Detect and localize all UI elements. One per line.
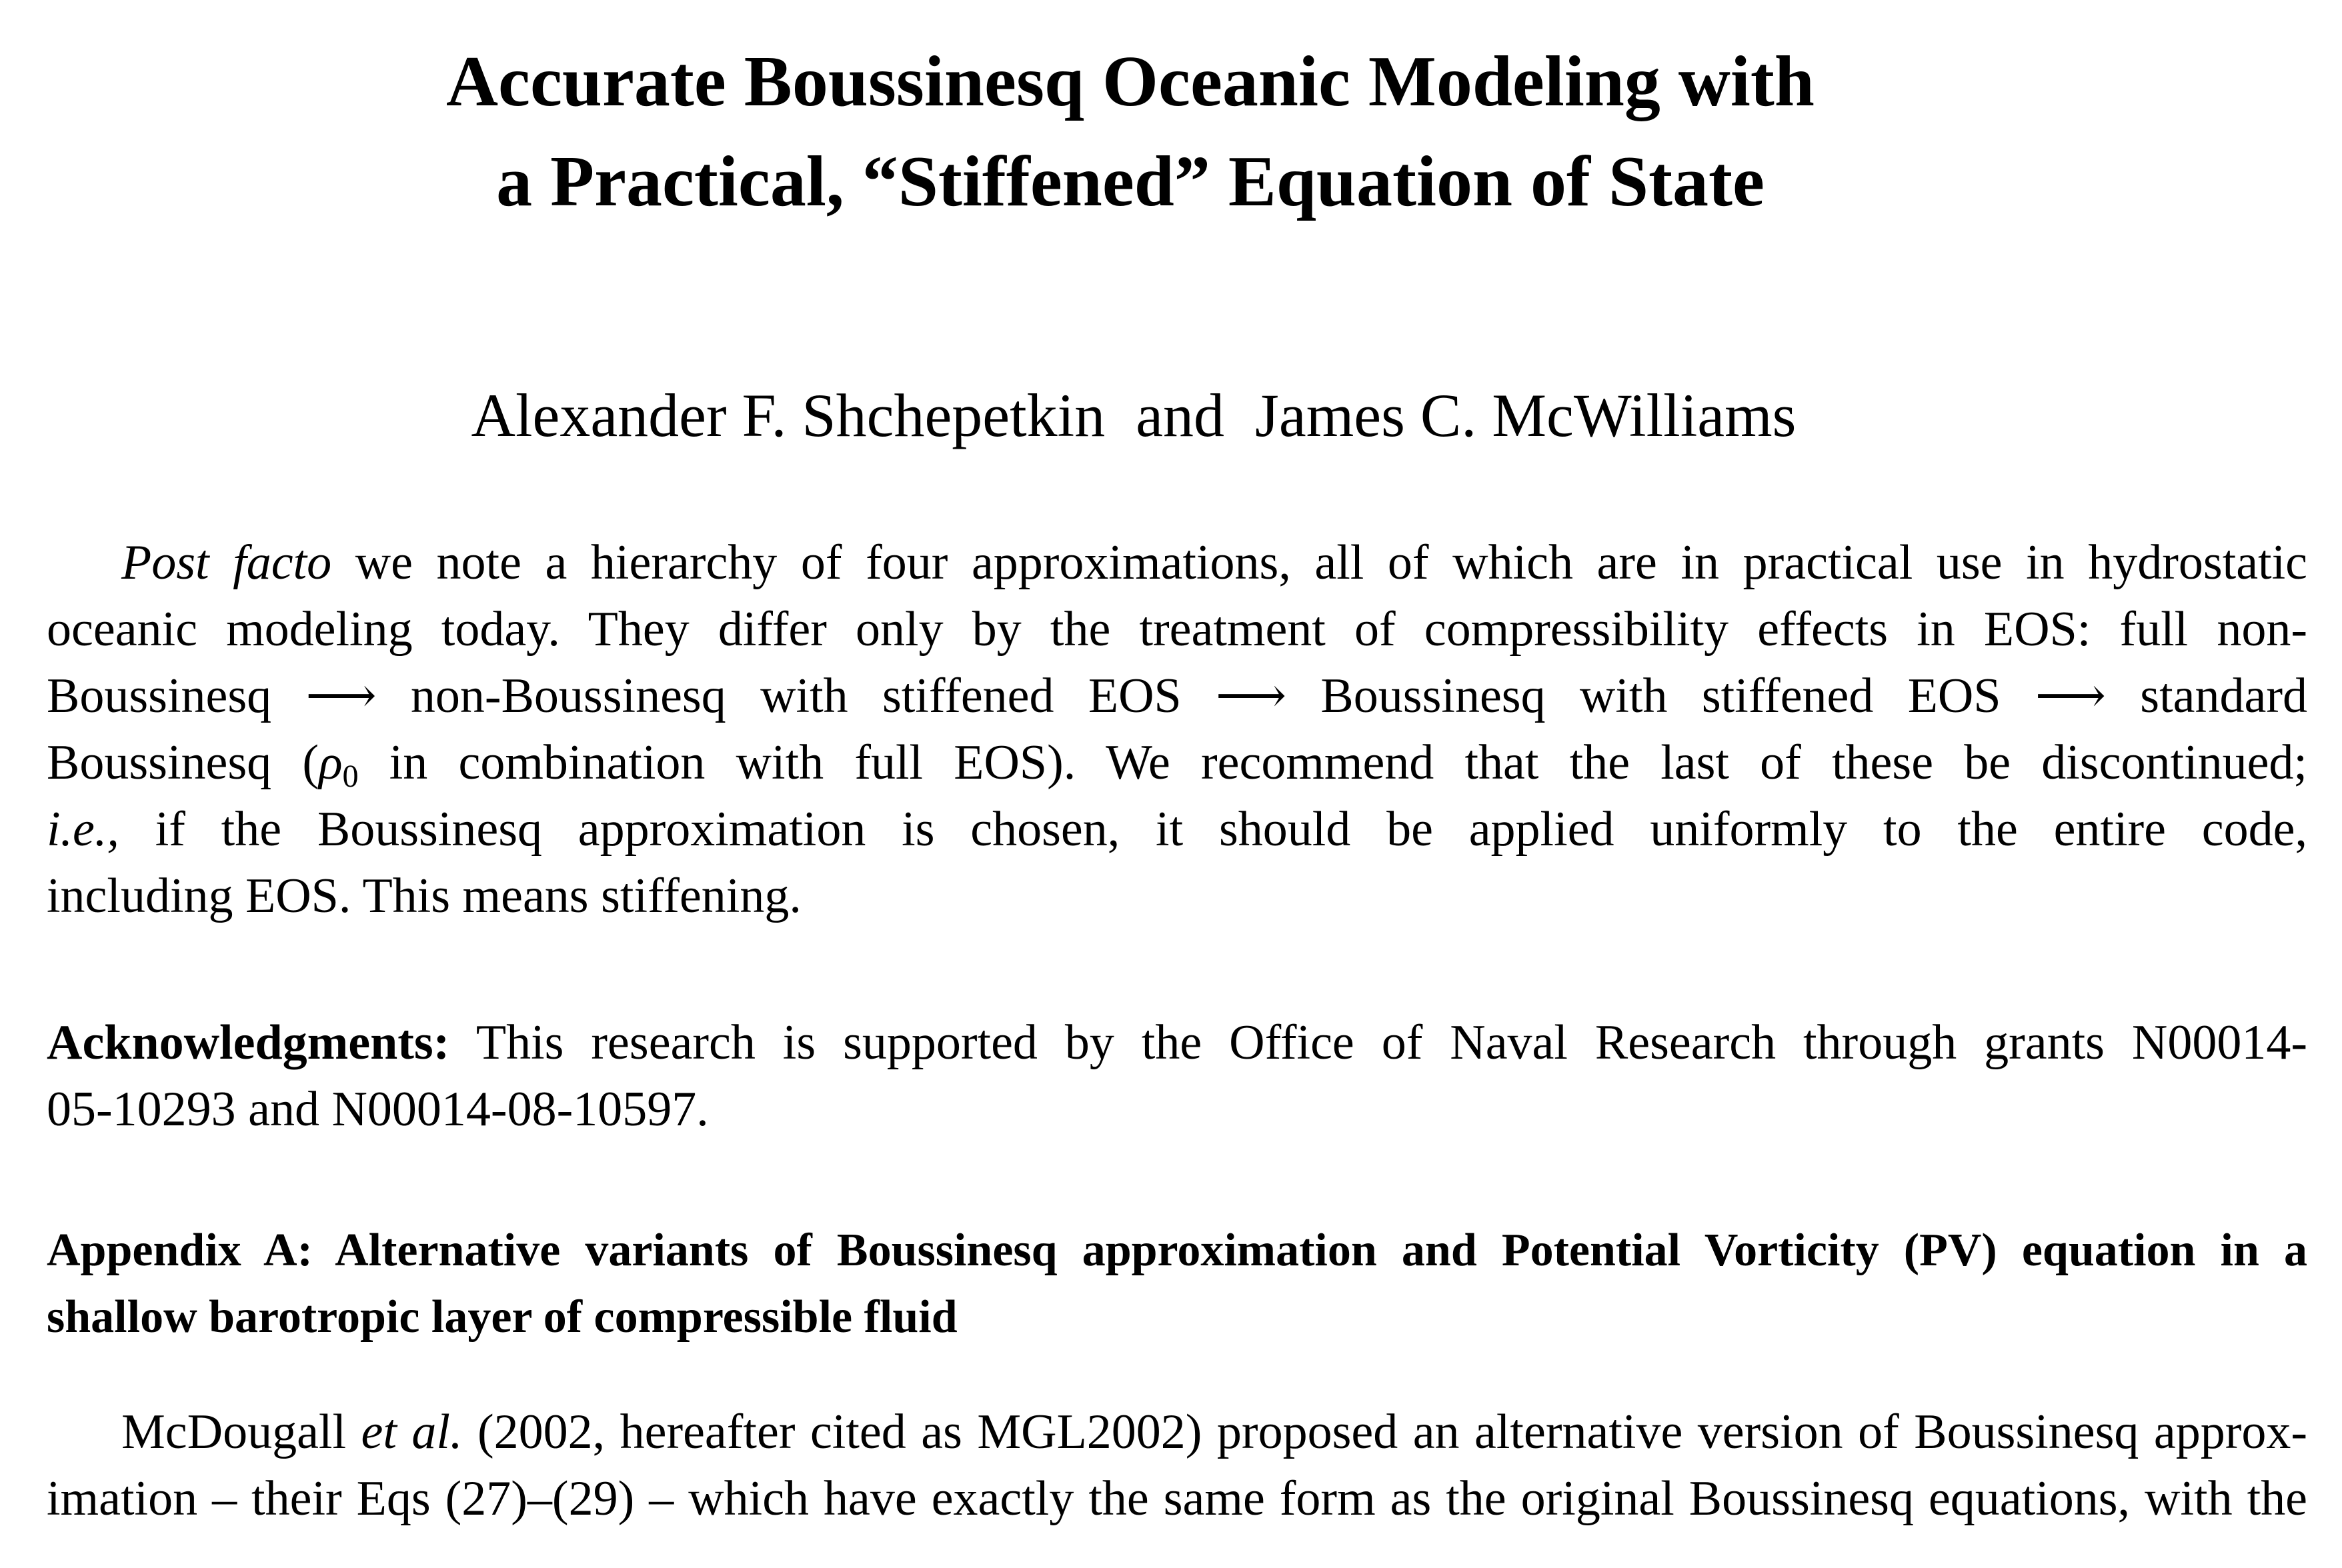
abstract-line <box>47 796 2307 863</box>
appendix-heading-line: Appendix A: Alternative variants of Boussinesq approximation and Potential Vorticity (PV) equation in a <box>47 1225 2307 1276</box>
post-facto-emphasis: Post facto <box>121 535 332 590</box>
paper-title <box>0 32 2261 232</box>
abstract-line: oceanic modeling today. They differ only by the treatment of compressibility effects in EOS: full non- <box>47 602 2307 657</box>
abstract-text: if the Boussinesq approximation is chosen, it should be applied uniformly to the entire code, <box>119 802 2307 857</box>
appendix-paragraph-line <box>47 1399 2307 1465</box>
appendix-paragraph <box>47 1399 2307 1532</box>
acknowledgments-label: Acknowledgments: <box>47 1015 450 1070</box>
acknowledgments-line <box>47 1009 2307 1076</box>
author-list: Alexander F. Shchepetkin and James C. McWilliams <box>471 381 1797 449</box>
appendix-text: McDougall <box>121 1405 361 1459</box>
appendix-text: (2002, hereafter cited as MGL2002) proposed an alternative version of Boussinesq approx- <box>462 1405 2307 1459</box>
abstract-line <box>47 729 2307 796</box>
abstract-text: we note a hierarchy of four approximations, all of which are in practical use in hydrostatic <box>331 535 2308 590</box>
rho-subscript: 0 <box>342 759 359 795</box>
abstract-line <box>47 529 2307 596</box>
appendix-heading <box>47 1217 2307 1351</box>
rho-symbol: ρ <box>318 735 343 790</box>
title-line-2: a Practical, “Stiffened” Equation of State <box>496 142 1765 221</box>
acknowledgments-line: 05-10293 and N00014-08-10597. <box>47 1082 709 1137</box>
appendix-paragraph-line: imation – their Eqs (27)–(29) – which have exactly the same form as the original Boussinesq equations, with the <box>47 1471 2307 1526</box>
acknowledgments-paragraph <box>47 1009 2307 1143</box>
ie-emphasis: i.e., <box>47 802 119 857</box>
abstract-line: Boussinesq ⟶ non-Boussinesq with stiffened EOS ⟶ Boussinesq with stiffened EOS ⟶ standard <box>47 669 2307 723</box>
appendix-heading-line: shallow barotropic layer of compressible fluid <box>47 1291 958 1343</box>
et-al-emphasis: et al. <box>361 1405 463 1459</box>
abstract-line: including EOS. This means stiffening. <box>47 869 802 923</box>
abstract-paragraph <box>47 529 2307 929</box>
acknowledgments-text: This research is supported by the Office of Naval Research through grants N00014- <box>449 1015 2307 1070</box>
abstract-text: Boussinesq ( <box>47 735 319 790</box>
title-line-1: Accurate Boussinesq Oceanic Modeling with <box>446 42 1815 121</box>
abstract-text: in combination with full EOS). We recommend that the last of these be discontinued; <box>358 735 2307 790</box>
